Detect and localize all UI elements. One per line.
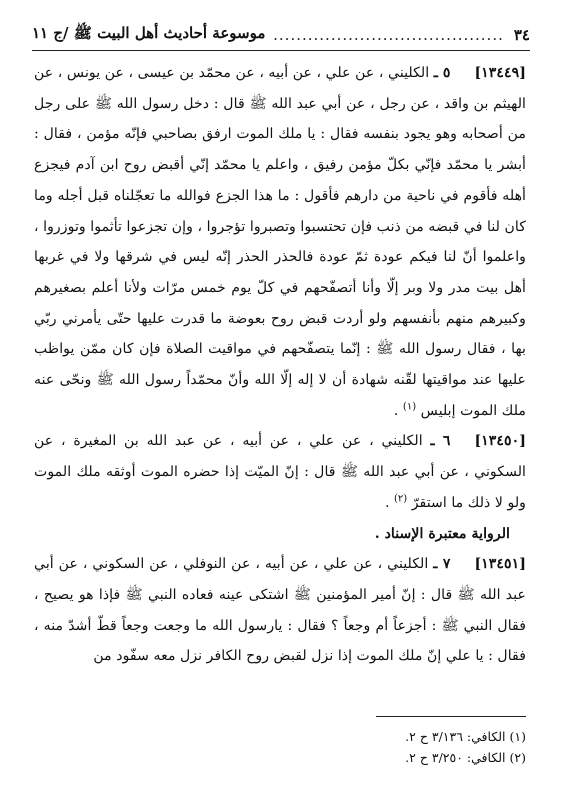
hadith-entry <box>34 426 526 518</box>
page-number: ٣٤ <box>513 26 530 44</box>
hadith-text: الكليني ، عن علي ، عن أبيه ، عن محمّد بن عيسى ، عن يونس ، عن الهيثم بن واقد ، عن رجل ، عن أبي عبد الله ﷺ قال : دخل رسول الله ﷺ على رجل من أصحابه وهو يجود بنفسه فقال : يا ملك الموت ارفق بصاحبي فإنّه مؤمن ، فقال : أبشر يا محمّد فإنّي بكلّ مؤمن رفيق ، واعلم يا محمّد إنّي أقبض روح ابن آدم فيجزع أهله فأقوم في ناحية من دارهم فأقول : ما هذا الجزع فوالله ما تعجّلناه قبل أجله وما كان لنا في قبضه من ذنب فإن تحتسبوا وتصبروا تؤجروا ، وإن تجزعوا تأثموا وتوزروا ، واعلموا أنّ لنا فيكم عودة ثمّ عودة فالحذر الحذر إنّه ليس في شرقها ولا في غربها أهل بيت مدر ولا وبر إلّا وأنا أتصفّحهم في كلّ يوم خمس مرّات ولأنا أعلم بصغيرهم وكبيرهم منهم بأنفسهم ولو أردت قبض روح بعوضة ما قدرت عليها حتّى يأمرني ربّي بها ، فقال رسول الله ﷺ : إنّما يتصفّحهم في مواقيت الصلاة فإن كان ممّن يواظب عليها عند مواقيتها لقّنه شهادة أن لا إله إلّا الله وأنّ محمّداً رسول الله ﷺ ونحّى عنه ملك الموت إبليس <box>34 65 526 419</box>
entry-number: [١٣٤٥١] <box>474 556 526 573</box>
hadith-index: ٦ ـ <box>430 433 451 450</box>
footnote-reference: (١) <box>402 401 417 412</box>
footnote: (١) الكافي: ٣/١٣٦ ح ٢. <box>405 729 526 744</box>
hadith-end: . <box>384 494 390 511</box>
hadith-end: . <box>393 402 399 419</box>
entry-number: [١٣٤٤٩] <box>474 65 526 81</box>
isnad-note: الرواية معتبرة الإسناد . <box>374 525 510 542</box>
hadith-index: ٥ ـ <box>433 65 451 81</box>
footnote: (٢) الكافي: ٣/٢٥٠ ح ٢. <box>405 750 526 765</box>
main-text <box>34 58 526 672</box>
hadith-index: ٧ ـ <box>433 556 451 573</box>
hadith-text: الكليني ، عن علي ، عن أبيه ، عن النوفلي ، عن السكوني ، عن أبي عبد الله ﷺ قال : إنّ أمير المؤمنين ﷺ اشتكى عينه فعاده النبي ﷺ فإذا هو يصيح ، فقال النبي ﷺ : أجزعاً أم وجعاً ؟ فقال : يارسول الله ما وجعت وجعاً قطّ أشدّ منه ، فقال : يا علي إنّ ملك الموت إذا نزل لقبض روح الكافر نزل معه سفّود من <box>34 556 526 665</box>
footnote-reference: (٢) <box>394 493 408 505</box>
header-leader-dots: ........................................ <box>273 26 504 44</box>
book-title: موسوعة أحاديث أهل البيت ﷺ /ج ١١ <box>32 24 266 42</box>
hadith-text: الكليني ، عن علي ، عن أبيه ، عن عبد الله بن المغيرة ، عن السكوني ، عن أبي عبد الله ﷺ قال : إنّ الميّت إذا حضره الموت أوثقه ملك الموت ولو لا ذلك ما استقرّ <box>34 433 526 511</box>
footnote-rule <box>376 716 526 717</box>
running-header <box>32 22 530 48</box>
hadith-entry <box>34 549 526 672</box>
header-rule <box>32 50 530 51</box>
footnotes <box>405 726 526 768</box>
entry-number: [١٣٤٥٠] <box>474 433 526 450</box>
hadith-entry <box>34 58 526 426</box>
